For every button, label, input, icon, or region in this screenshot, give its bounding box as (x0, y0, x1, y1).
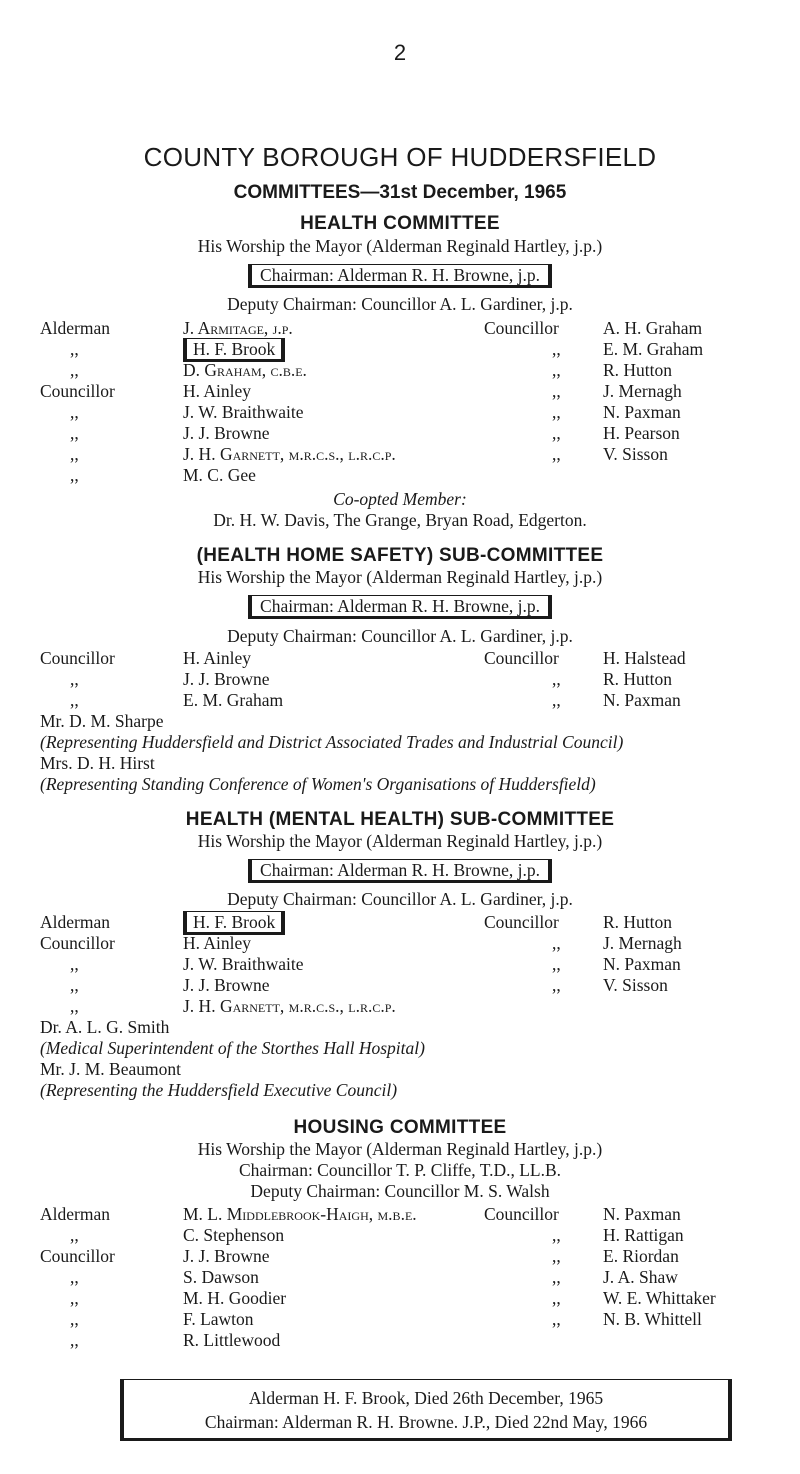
home-safety-mayor-line: His Worship the Mayor (Alderman Reginald Hartley, j.p.) (197, 567, 603, 587)
member-title: ,, (70, 339, 79, 359)
member-name: J. Mernagh (603, 933, 682, 953)
health-coopted-member: Dr. H. W. Davis, The Grange, Bryan Road, Edgerton. (213, 510, 587, 530)
member-name: H. Halstead (603, 648, 686, 668)
member-title: ,, (70, 1330, 79, 1350)
member-name: R. Littlewood (183, 1330, 281, 1350)
member-name: H. Ainley (183, 381, 252, 401)
member-title: ,, (552, 360, 561, 380)
member-title: ,, (70, 360, 79, 380)
member-title: ,, (70, 669, 79, 689)
page-title: COUNTY BOROUGH OF HUDDERSFIELD (143, 142, 657, 172)
member-title: ,, (552, 669, 561, 689)
member-name: J. Mernagh (603, 381, 682, 401)
member-name: N. Paxman (603, 402, 681, 422)
member-title: ,, (552, 975, 561, 995)
member-name: F. Lawton (183, 1309, 254, 1329)
mental-health-member-1-role: (Medical Superintendent of the Storthes Hall Hospital) (40, 1038, 425, 1058)
member-title: Councillor (40, 1246, 115, 1266)
member-title: ,, (552, 1267, 561, 1287)
member-title: ,, (70, 954, 79, 974)
mental-health-right-names (603, 912, 682, 996)
member-title: ,, (70, 465, 79, 485)
member-title: ,, (552, 381, 561, 401)
member-name: R. Hutton (603, 669, 673, 689)
member-name: D. Graham, c.b.e. (183, 360, 307, 380)
member-name: J. J. Browne (183, 669, 270, 689)
member-title: ,, (552, 1225, 561, 1245)
health-committee-heading: HEALTH COMMITTEE (300, 213, 500, 234)
member-name: V. Sisson (603, 444, 668, 464)
home-safety-member-2-role: (Representing Standing Conference of Women's Organisations of Huddersfield) (40, 774, 596, 794)
housing-deputy-chairman: Deputy Chairman: Councillor M. S. Walsh (250, 1181, 550, 1201)
member-name: J. J. Browne (183, 975, 270, 995)
mental-health-right-titles (484, 912, 561, 996)
member-title: ,, (70, 690, 79, 710)
member-name: J. W. Braithwaite (183, 954, 304, 974)
member-name: J. J. Browne (183, 1246, 270, 1266)
member-name: E. Riordan (603, 1246, 679, 1266)
member-title: ,, (70, 1225, 79, 1245)
home-safety-chairman-row (0, 596, 800, 617)
member-title: Alderman (40, 1204, 110, 1224)
member-title: ,, (552, 1309, 561, 1329)
housing-left-names (183, 1204, 417, 1351)
health-right-titles (484, 318, 561, 465)
member-title: ,, (552, 954, 561, 974)
member-title: ,, (70, 1267, 79, 1287)
member-title: Councillor (40, 933, 115, 953)
member-name: A. H. Graham (603, 318, 703, 338)
member-name: N. B. Whittell (603, 1309, 702, 1329)
member-title: ,, (70, 423, 79, 443)
member-name: M. H. Goodier (183, 1288, 287, 1308)
member-name: C. Stephenson (183, 1225, 285, 1245)
member-name: J. W. Braithwaite (183, 402, 304, 422)
member-name: M. L. Middlebrook-Haigh, m.b.e. (183, 1204, 417, 1224)
member-name: J. A. Shaw (603, 1267, 678, 1287)
member-title: Alderman (40, 318, 110, 338)
member-title: ,, (552, 423, 561, 443)
mental-health-chairman-box: Chairman: Alderman R. H. Browne, j.p. (248, 859, 552, 883)
member-name: R. Hutton (603, 912, 673, 932)
health-chairman-row (0, 265, 800, 286)
member-name: H. Rattigan (603, 1225, 684, 1245)
member-title: Councillor (40, 381, 115, 401)
home-safety-member-2: Mrs. D. H. Hirst (40, 753, 155, 773)
member-title: Councillor (40, 648, 115, 668)
member-name: N. Paxman (603, 1204, 681, 1224)
member-title: ,, (552, 444, 561, 464)
member-name-boxed: H. F. Brook (183, 911, 285, 935)
housing-right-titles (484, 1204, 561, 1330)
home-safety-member-1-role: (Representing Huddersfield and District Associated Trades and Industrial Council) (40, 732, 624, 752)
member-title: ,, (70, 996, 79, 1016)
home-safety-heading: (HEALTH HOME SAFETY) SUB-COMMITTEE (196, 545, 604, 566)
member-name: M. C. Gee (183, 465, 256, 485)
member-title: ,, (552, 339, 561, 359)
member-name: J. Armitage, j.p. (183, 318, 293, 338)
health-deputy-chairman: Deputy Chairman: Councillor A. L. Gardiner, j.p. (227, 294, 573, 314)
member-title: Alderman (40, 912, 110, 932)
page-number: 2 (393, 40, 407, 65)
member-title: Councillor (484, 648, 559, 668)
member-name: R. Hutton (603, 360, 673, 380)
member-name: S. Dawson (183, 1267, 259, 1287)
member-title: Councillor (484, 318, 559, 338)
member-name: H. Ainley (183, 933, 252, 953)
mental-health-chairman-row (0, 860, 800, 881)
obituary-note-line-2: Chairman: Alderman R. H. Browne. J.P., Died 22nd May, 1966 (204, 1412, 648, 1432)
member-name: J. H. Garnett, m.r.c.s., l.r.c.p. (183, 996, 396, 1016)
member-name: E. M. Graham (183, 690, 284, 710)
member-title: ,, (70, 975, 79, 995)
health-mayor-line: His Worship the Mayor (Alderman Reginald Hartley, j.p.) (197, 236, 603, 256)
member-title: Councillor (484, 1204, 559, 1224)
member-title: ,, (70, 402, 79, 422)
home-safety-right-names (603, 648, 686, 711)
page-subtitle: COMMITTEES—31st December, 1965 (233, 182, 567, 203)
member-title: ,, (552, 1288, 561, 1308)
obituary-note-box (120, 1379, 732, 1441)
member-name: E. M. Graham (603, 339, 704, 359)
mental-health-mayor-line: His Worship the Mayor (Alderman Reginald Hartley, j.p.) (197, 831, 603, 851)
mental-health-member-1: Dr. A. L. G. Smith (40, 1017, 170, 1037)
member-title: ,, (552, 933, 561, 953)
member-title: ,, (552, 1246, 561, 1266)
housing-mayor-line: His Worship the Mayor (Alderman Reginald Hartley, j.p.) (197, 1139, 603, 1159)
mental-health-heading: HEALTH (MENTAL HEALTH) SUB-COMMITTEE (185, 809, 615, 830)
health-coopted-label: Co-opted Member: (333, 489, 467, 509)
member-title: ,, (70, 444, 79, 464)
home-safety-left-names (183, 648, 283, 711)
health-left-titles (40, 318, 115, 486)
mental-health-left-titles (40, 912, 115, 1017)
housing-left-titles (40, 1204, 115, 1351)
home-safety-left-titles (40, 648, 115, 711)
member-title: ,, (552, 690, 561, 710)
health-chairman-box: Chairman: Alderman R. H. Browne, j.p. (248, 264, 552, 288)
health-right-names (603, 318, 703, 465)
home-safety-member-1: Mr. D. M. Sharpe (40, 711, 164, 731)
member-name: V. Sisson (603, 975, 668, 995)
housing-right-names (603, 1204, 716, 1330)
member-name: N. Paxman (603, 954, 681, 974)
member-title: ,, (70, 1309, 79, 1329)
member-title: ,, (552, 402, 561, 422)
obituary-note-line-1: Alderman H. F. Brook, Died 26th December, 1965 (248, 1388, 604, 1408)
mental-health-member-2-role: (Representing the Huddersfield Executive Council) (40, 1080, 398, 1100)
housing-committee-heading: HOUSING COMMITTEE (293, 1117, 507, 1138)
home-safety-chairman-box: Chairman: Alderman R. H. Browne, j.p. (248, 595, 552, 619)
member-name: J. J. Browne (183, 423, 270, 443)
member-name: N. Paxman (603, 690, 681, 710)
member-name: W. E. Whittaker (603, 1288, 716, 1308)
home-safety-deputy-chairman: Deputy Chairman: Councillor A. L. Gardiner, j.p. (227, 626, 573, 646)
member-name-boxed: H. F. Brook (183, 338, 285, 362)
member-title: ,, (70, 1288, 79, 1308)
member-name: H. Ainley (183, 648, 252, 668)
member-title: Councillor (484, 912, 559, 932)
mental-health-left-names (183, 912, 396, 1017)
member-name: H. Pearson (603, 423, 680, 443)
mental-health-deputy-chairman: Deputy Chairman: Councillor A. L. Gardiner, j.p. (227, 889, 573, 909)
member-name: J. H. Garnett, m.r.c.s., l.r.c.p. (183, 444, 396, 464)
home-safety-right-titles (484, 648, 561, 711)
housing-chairman: Chairman: Councillor T. P. Cliffe, T.D., LL.B. (238, 1160, 562, 1180)
mental-health-member-2: Mr. J. M. Beaumont (40, 1059, 181, 1079)
health-left-names (183, 318, 396, 486)
